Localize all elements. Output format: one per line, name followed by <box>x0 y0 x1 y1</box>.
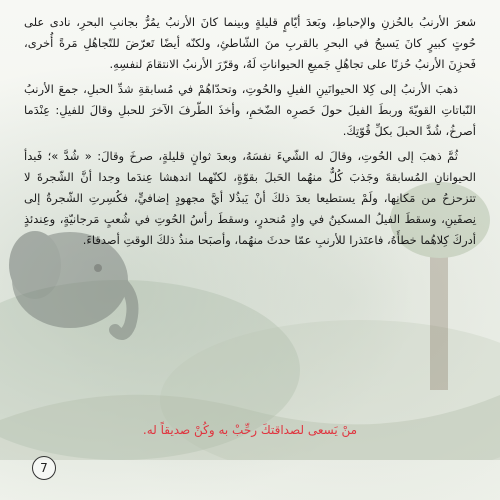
story-paragraph-2: ذهبَ الأرنبُ إلى كِلا الحيوانَينِ الفيلِ والحُوتِ، وتحدّاهُمْ في مُسابقةِ شدِّ الحبلِ، جمعَ الأرنبُ النّباتاتِ القويّةَ وربطَ الفيلَ حولَ خَصرِه الضّخمِ، وأخذَ الطّرفَ الآخرَ للحبلِ وقالَ للفيلِ: عِنْدَما أصرخُ، شُدَّ الحبلَ بكلِّ قُوّتِكَ. <box>24 82 476 138</box>
story-moral: منْ يَسعى لصداقتكَ رحِّبْ به وكُنْ صديقاً له. <box>142 423 358 437</box>
page-number-badge: 7 <box>32 456 56 480</box>
story-paragraph-1: شعرَ الأرنبُ بالحُزنِ والإحباطِ، وبَعدَ أيّامٍ قليلةٍ وبينما كانَ الأرنبُ يمُرُّ بجانبِ البحرِ، نادى على حُوتٍ كبيرٍ كانَ يَسبحُ في البحرِ بالقربِ منَ الشّاطئِ، ولكنّه أيضًا تَعرّضَ للتّجاهُلِ مَرةً أُخرى، فَحزِنَ الأرنبُ حُزنًا على تجاهُلِ جَميعِ الحيواناتِ لَهُ، وقرّرَ الأرنبُ الانتقامَ لنفسِهِ. <box>24 15 476 71</box>
story-text <box>24 12 476 251</box>
story-paragraph-3: ثُمَّ ذهبَ إلى الحُوتِ، وقالَ له الشّيءَ نفسَهُ، وبعدَ ثوانٍ قليلةٍ، صرخَ وقالَ: « شُدَّ »؛ فَبدأ الحيوانانِ المُسابقةَ وجَذبَ كُلٌّ منهُما الحَبلَ بقوّةٍ، لكنّهما اندهشا عِندَما وجدا أنَّ الشّجرةَ لا تتزحزحُ من مَكانِها، ولَمْ يستطيعا بعدَ ذلكَ أنْ يَبذُلا أيَّ مجهودٍ إضافيٍّ، فكُسِرتِ الشّجرةُ إلى نِصفَينِ، وسقطَ الفيلُ المسكينُ في وادٍ مُنحدرٍ، وسقطَ رأسُ الحُوتِ في شُعبٍ مَرجانيّةٍ، وعِندئذٍ أدركَ كِلاهُما خطأَهُ، فاعتَذرا للأرنبِ عمّا حدثَ منهُما، وأصبَحا منذُ ذلكَ الوقتِ أصدقاءَ. <box>24 149 476 247</box>
